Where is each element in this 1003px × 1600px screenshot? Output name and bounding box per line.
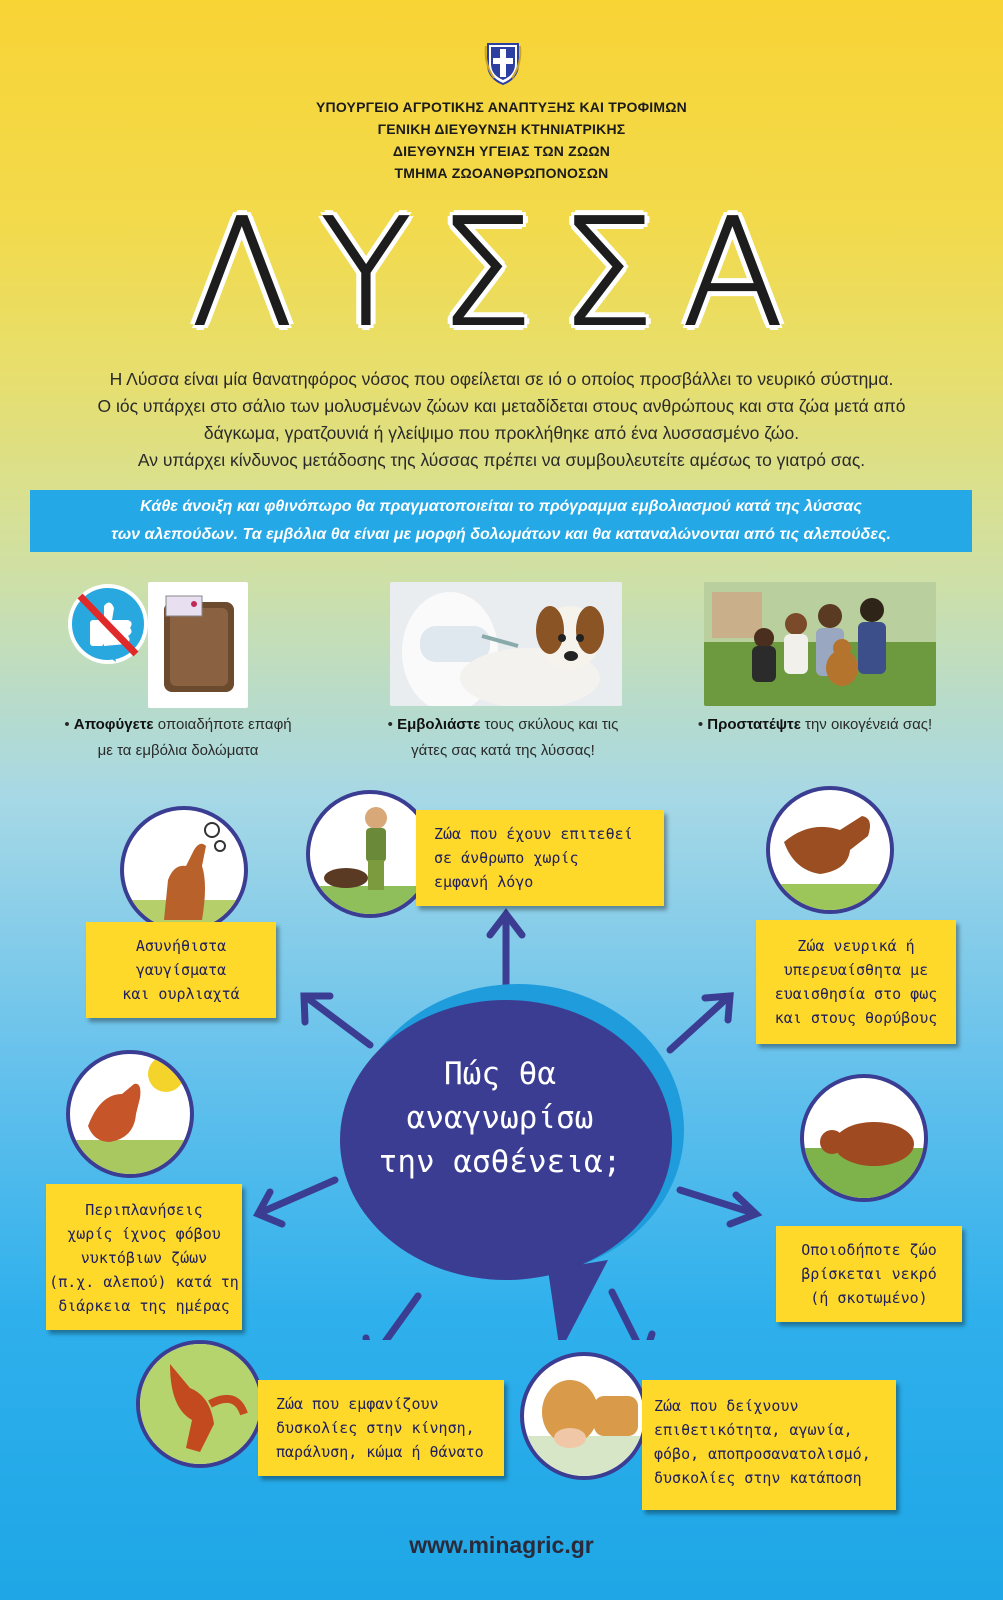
question-line: την ασθένεια; (378, 1144, 622, 1180)
tip-avoid (40, 712, 316, 764)
paralyzed-fox-illustration (136, 1340, 264, 1468)
vaccination-banner (30, 490, 972, 552)
greek-emblem-icon (484, 38, 522, 86)
arrow-upleft (310, 1000, 370, 1045)
intro-line: Ο ιός υπάρχει στο σάλιο των μολυσμένων ζώων και μεταδίδεται στους ανθρώπους και στα ζώα μετά από (97, 396, 906, 416)
aggressive-cow-illustration (520, 1352, 648, 1480)
card-line: φόβο, αποπροσανατολισμό, (654, 1445, 871, 1463)
tip-bold: Προστατέψτε (707, 716, 801, 733)
card-attack (416, 810, 664, 906)
tip-line: • Αποφύγετε οποιαδήποτε επαφή (64, 716, 292, 733)
banner-line: των αλεπούδων. Τα εμβόλια θα είναι με μορφή δολωμάτων και θα καταναλώνονται από τις αλεπούδες. (111, 526, 891, 543)
intro-text (40, 366, 963, 474)
card-line: νυκτόβιων ζώων (80, 1249, 208, 1267)
card-line: σε άνθρωπο χωρίς (434, 849, 579, 867)
ministry-line: ΓΕΝΙΚΗ ΔΙΕΥΘΥΝΣΗ ΚΤΗΝΙΑΤΡΙΚΗΣ (377, 121, 626, 137)
tip-vaccinate (358, 712, 648, 764)
card-nervous (756, 920, 956, 1044)
tip-bold: Αποφύγετε (73, 716, 154, 733)
tip-text: τους σκύλους και τις (480, 716, 619, 733)
card-line: ευαισθησία στο φως (774, 985, 938, 1003)
card-line: (ή σκοτωμένο) (810, 1289, 928, 1307)
card-line: και ουρλιαχτά (122, 985, 240, 1003)
page-title: ΛΥΣΣΑ (191, 187, 812, 359)
question-line: αναγνωρίσω (406, 1100, 594, 1136)
card-line: Ζώα που έχουν επιτεθεί (434, 825, 633, 843)
jumping-dog-illustration (766, 786, 894, 914)
card-line: δυσκολίες στην κίνηση, (276, 1419, 475, 1437)
ministry-line: ΥΠΟΥΡΓΕΙΟ ΑΓΡΟΤΙΚΗΣ ΑΝΑΠΤΥΞΗΣ ΚΑΙ ΤΡΟΦΙΜΩΝ (315, 99, 687, 115)
card-line: Οποιοδήποτε ζώο (801, 1241, 937, 1259)
footer-url[interactable]: www.minagric.gr (409, 1532, 594, 1558)
card-line: διάρκεια της ημέρας (58, 1297, 230, 1315)
card-dead (776, 1226, 962, 1322)
tip-line: • Προστατέψτε την οικογένειά σας! (697, 716, 933, 733)
card-line: γαυγίσματα (135, 961, 227, 979)
card-line: (π.χ. αλεπού) κατά τη (49, 1273, 239, 1291)
card-line: επιθετικότητα, αγωνία, (654, 1421, 853, 1439)
card-movement (258, 1380, 504, 1476)
intro-line: δάγκωμα, γρατζουνιά ή γλείψιμο που προκλήθηκε από ένα λυσσασμένο ζώο. (203, 423, 800, 443)
intro-line: Αν υπάρχει κίνδυνος μετάδοσης της λύσσας πρέπει να συμβουλευτείτε αμέσως το γιατρό σας. (137, 450, 866, 470)
card-line: Ασυνήθιστα (135, 937, 227, 955)
tip-text: την οικογένειά σας! (800, 716, 933, 733)
card-line: Ζώα που δείχνουν (654, 1397, 799, 1415)
no-touch-icon (66, 582, 150, 686)
attacked-man-illustration (306, 790, 434, 918)
card-line: Ζώα που εμφανίζουν (276, 1395, 439, 1413)
dead-animal-illustration (800, 1074, 928, 1202)
tip-text: οποιαδήποτε επαφή (153, 716, 292, 733)
vet-dog-photo (390, 582, 622, 706)
tip-line: με τα εμβόλια δολώματα (97, 742, 259, 759)
ministry-line: ΔΙΕΥΘΥΝΣΗ ΥΓΕΙΑΣ ΤΩΝ ΖΩΩΝ (392, 143, 611, 159)
tip-line: γάτες σας κατά της λύσσας! (411, 742, 595, 759)
ministry-header (0, 96, 1003, 184)
card-line: υπερευαίσθητα με (783, 961, 929, 979)
tip-bold: Εμβολιάστε (397, 716, 481, 733)
tip-line: • Εμβολιάστε τους σκύλους και τις (387, 716, 619, 733)
question-line: Πώς θα (444, 1056, 556, 1092)
card-line: χωρίς ίχνος φόβου (67, 1225, 221, 1243)
banner-line: Κάθε άνοιξη και φθινόπωρο θα πραγματοποιείται το πρόγραμμα εμβολιασμού κατά της λύσσας (140, 498, 862, 515)
howling-dog-illustration (120, 806, 248, 934)
arrow-downleft (372, 1296, 418, 1340)
bubble-tail (548, 1260, 608, 1340)
card-line: εμφανή λόγο (434, 873, 534, 891)
card-aggression (642, 1380, 896, 1510)
family-photo (704, 582, 936, 706)
fox-day-illustration (66, 1050, 194, 1178)
arrow-downright (612, 1292, 642, 1340)
card-line: Περιπλανήσεις (85, 1201, 203, 1219)
arrow-upright (670, 1000, 725, 1050)
intro-line: Η Λύσσα είναι μία θανατηφόρος νόσος που οφείλεται σε ιό ο οποίος προσβάλλει το νευρικό σύστημα. (109, 369, 894, 389)
card-line: Ζώα νευρικά ή (797, 937, 915, 955)
arrow-left (262, 1180, 335, 1212)
card-barking (86, 922, 276, 1018)
card-line: και στους θορύβους (774, 1009, 938, 1027)
tip-protect (670, 712, 960, 738)
card-line: παράλυση, κώμα ή θάνατο (276, 1443, 484, 1461)
bait-image (148, 582, 248, 708)
ministry-line: ΤΜΗΜΑ ΖΩΟΑΝΘΡΩΠΟΝΟΣΩΝ (394, 165, 609, 181)
card-line: δυσκολίες στην κατάποση (654, 1469, 862, 1487)
center-question (340, 1052, 660, 1184)
card-wander (46, 1184, 242, 1330)
card-line: βρίσκεται νεκρό (801, 1265, 937, 1283)
